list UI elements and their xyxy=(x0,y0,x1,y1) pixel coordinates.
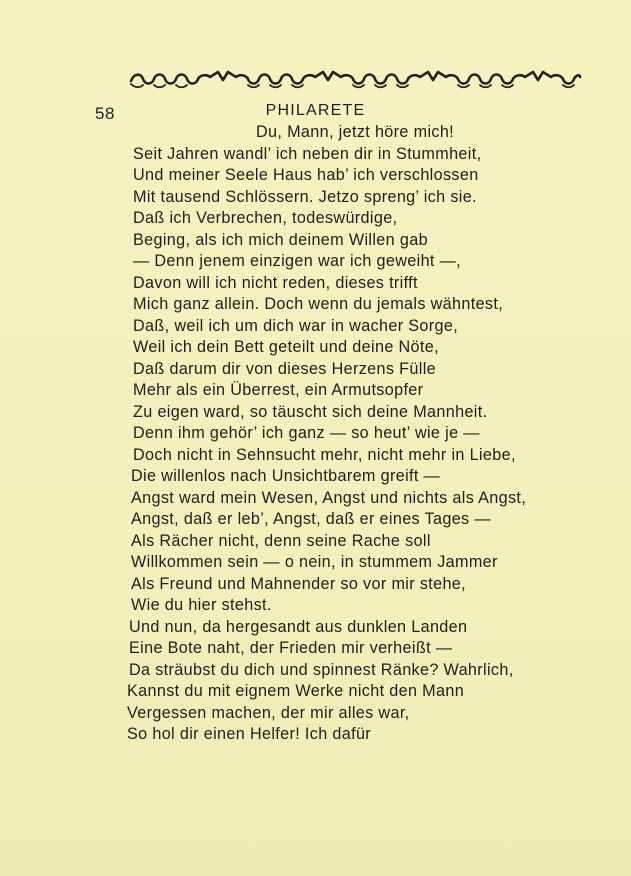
verse-line: Und nun, da hergesandt aus dunklen Landen xyxy=(129,617,468,636)
running-head: PHILARETE xyxy=(265,102,366,119)
verse-line: Denn ihm gehör’ ich ganz — so heut’ wie je — xyxy=(133,424,480,442)
verse-line: Kannst du mit eignem Werke nicht den Mann xyxy=(127,682,465,700)
verse-line: Da sträubst du dich und spinnest Ränke? Wahrlich, xyxy=(129,660,514,679)
verse-line: Daß darum dir von dieses Herzens Fülle xyxy=(133,359,436,378)
verse-line: Daß ich Verbrechen, todeswürdige, xyxy=(133,209,398,227)
page-number: 58 xyxy=(95,104,115,123)
verse-line: Und meiner Seele Haus hab’ ich verschlossen xyxy=(133,166,479,184)
verse-line: Angst ward mein Wesen, Angst und nichts als Angst, xyxy=(131,488,527,507)
verse-line: Vergessen machen, der mir alles war, xyxy=(127,703,410,722)
verse-line: Mehr als ein Überrest, ein Armutsopfer xyxy=(133,381,424,399)
verse-line: Willkommen sein — o nein, in stummem Jammer xyxy=(131,553,498,571)
verse-line: Mich ganz allein. Doch wenn du jemals wähntest, xyxy=(133,295,504,313)
verse-line: Als Freund und Mahnender so vor mir stehe, xyxy=(131,574,467,593)
verse-line: Zu eigen ward, so täuscht sich deine Mannheit. xyxy=(133,402,488,421)
verse-line: — Denn jenem einzigen war ich geweiht —, xyxy=(133,252,462,270)
verse-line: Daß, weil ich um dich war in wacher Sorge, xyxy=(133,316,459,335)
verse-line: Mit tausend Schlössern. Jetzo spreng’ ich sie. xyxy=(133,187,477,206)
verse-line: Die willenlos nach Unsichtbarem greift — xyxy=(131,467,441,485)
verse-line: Weil ich dein Bett geteilt und deine Nöte, xyxy=(133,338,439,356)
verse-line: Seit Jahren wandl’ ich neben dir in Stummheit, xyxy=(133,144,482,163)
verse-line: So hol dir einen Helfer! Ich dafür xyxy=(127,725,372,743)
verse-line: Eine Bote naht, der Frieden mir verheißt — xyxy=(129,639,453,657)
verse-line: Beging, als ich mich deinem Willen gab xyxy=(133,230,428,249)
verse-text xyxy=(124,122,594,746)
verse-line: Als Rächer nicht, denn seine Rache soll xyxy=(131,531,431,550)
verse-line: Angst, daß er leb’, Angst, daß er eines Tages — xyxy=(131,510,491,528)
verse-line: Du, Mann, jetzt höre mich! xyxy=(256,123,455,141)
verse-line: Davon will ich nicht reden, dieses trifft xyxy=(133,273,418,292)
verse-line: Doch nicht in Sehnsucht mehr, nicht mehr in Liebe, xyxy=(133,445,516,464)
decorative-scroll-band-icon xyxy=(128,68,582,90)
verse-line: Wie du hier stehst. xyxy=(131,596,272,614)
